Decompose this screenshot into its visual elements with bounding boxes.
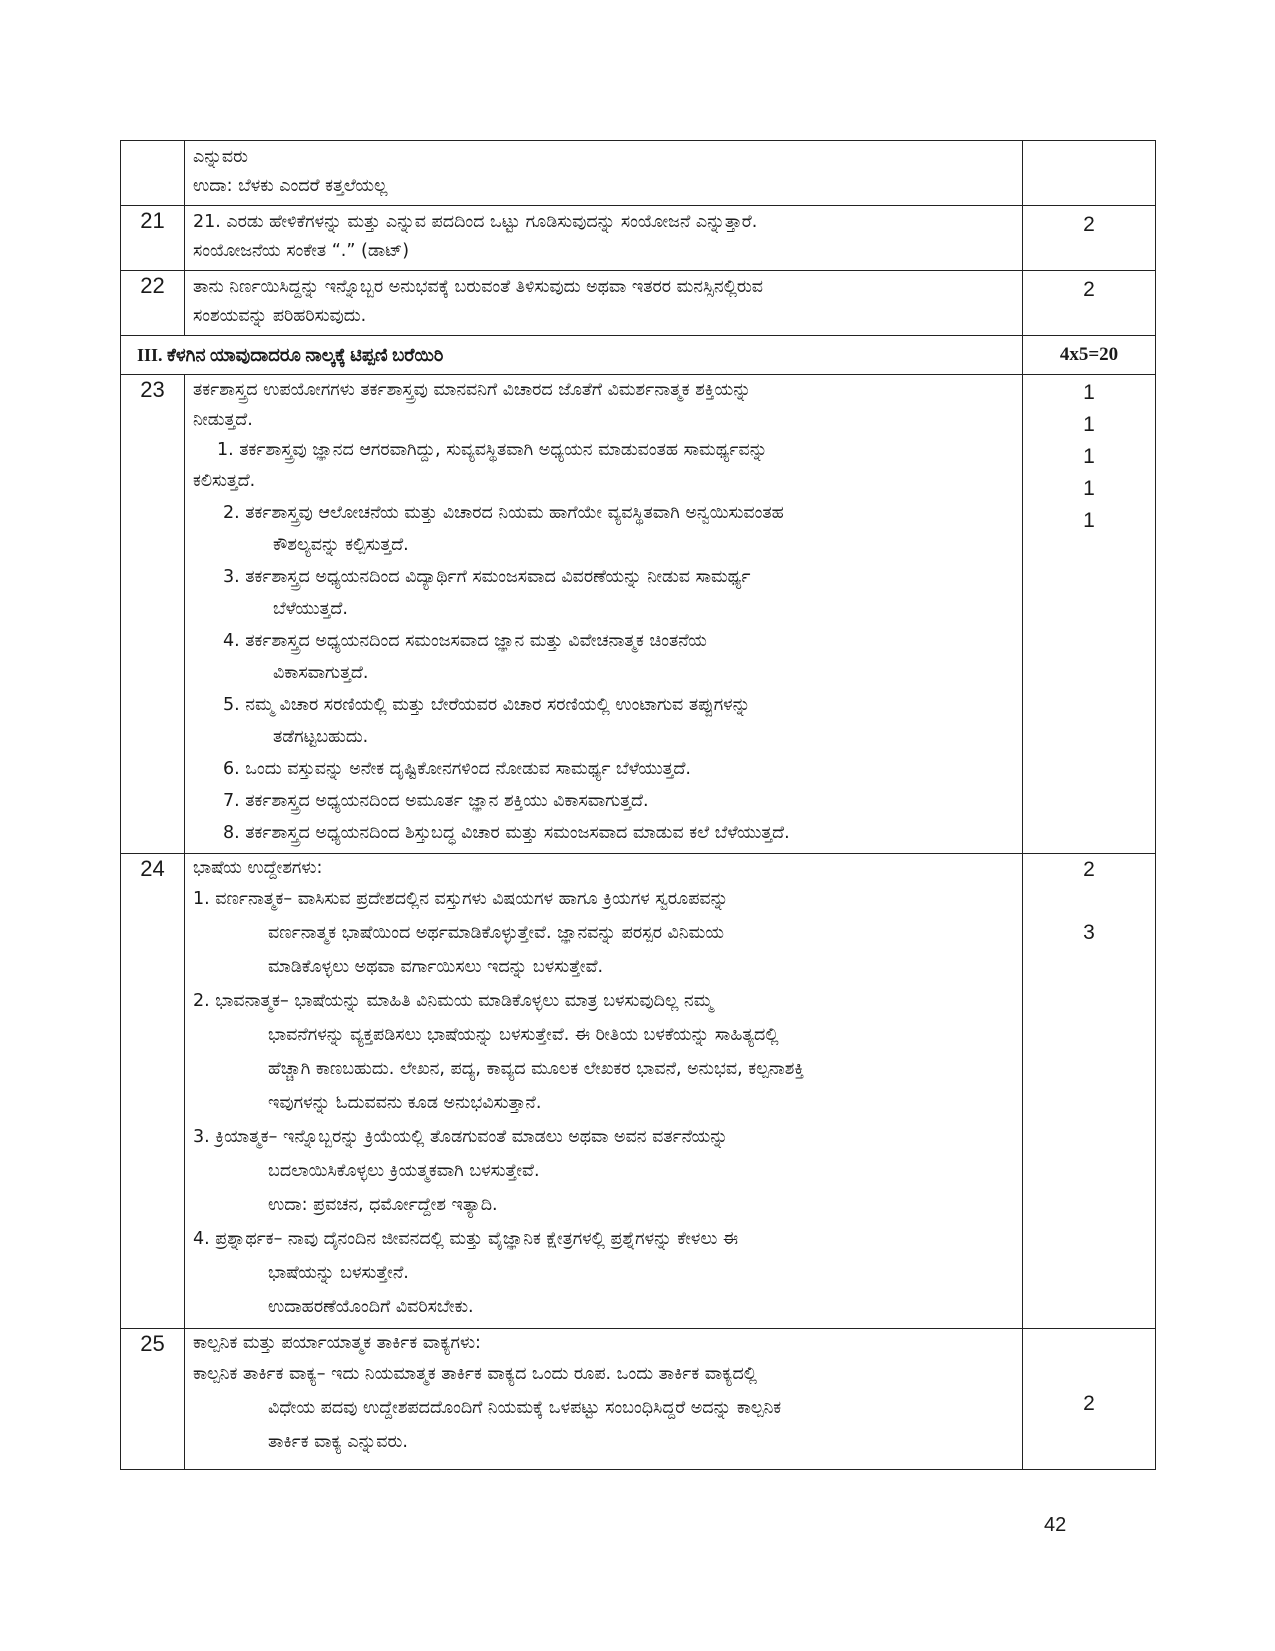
answer-line: ಹೆಚ್ಚಾಗಿ ಕಾಣಬಹುದು. ಲೇಖನ, ಪದ್ಯ, ಕಾವ್ಯದ ಮೂಲಕ ಲೇಖಕರ ಭಾವನೆ, ಅನುಭವ, ಕಲ್ಪನಾಶಕ್ತಿ <box>268 1059 805 1079</box>
answer-line: ಇವುಗಳನ್ನು ಓದುವವನು ಕೂಡ ಅನುಭವಿಸುತ್ತಾನೆ. <box>268 1093 542 1113</box>
answer-line: ತಾನು ನಿರ್ಣಯಿಸಿದ್ದನ್ನು ಇನ್ನೊಬ್ಬರ ಅನುಭವಕ್ಕೆ ಬರುವಂತೆ ತಿಳಿಸುವುದು ಅಥವಾ ಇತರರ ಮನಸ್ಸಿನಲ್ಲಿರುವ <box>193 277 763 297</box>
answer-line: ತಡೆಗಟ್ಟಬಹುದು. <box>273 727 369 747</box>
page-number: 42 <box>1044 1514 1067 1536</box>
answer-cell <box>185 1329 1023 1470</box>
answer-line: ಸಂಶಯವನ್ನು ಪರಿಹರಿಸುವುದು. <box>193 306 367 326</box>
marks-cell <box>1023 375 1156 854</box>
marks-cell <box>1023 854 1156 1329</box>
marks-value: 1 <box>1083 413 1095 436</box>
answer-cell <box>185 375 1023 854</box>
answer-cell <box>185 206 1023 271</box>
answer-line: 7. ತರ್ಕಶಾಸ್ತ್ರದ ಅಧ್ಯಯನದಿಂದ ಅಮೂರ್ತ ಜ್ಞಾನ ಶಕ್ತಿಯು ವಿಕಾಸವಾಗುತ್ತದೆ. <box>223 791 649 811</box>
answer-line: ಉದಾಹರಣೆಯೊಂದಿಗೆ ವಿವರಿಸಬೇಕು. <box>268 1297 474 1317</box>
table-row <box>121 375 1156 854</box>
section-header-row <box>121 336 1156 375</box>
table-row <box>121 206 1156 271</box>
answer-line: 1. ವರ್ಣನಾತ್ಮಕ– ವಾಸಿಸುವ ಪ್ರದೇಶದಲ್ಲಿನ ವಸ್ತುಗಳು ವಿಷಯಗಳ ಹಾಗೂ ಕ್ರಿಯಗಳ ಸ್ವರೂಪವನ್ನು <box>193 889 729 909</box>
answer-key-table <box>120 140 1156 1470</box>
marks-value: 2 <box>1083 1392 1095 1415</box>
question-number: 22 <box>121 271 185 336</box>
answer-line: ಉದಾ: ಪ್ರವಚನ, ಧರ್ಮೋದ್ದೇಶ ಇತ್ಯಾದಿ. <box>268 1195 498 1215</box>
marks-value: 1 <box>1083 381 1095 404</box>
answer-line: 8. ತರ್ಕಶಾಸ್ತ್ರದ ಅಧ್ಯಯನದಿಂದ ಶಿಸ್ತುಬದ್ಧ ವಿಚಾರ ಮತ್ತು ಸಮಂಜಸವಾದ ಮಾಡುವ ಕಲೆ ಬೆಳೆಯುತ್ತದೆ. <box>223 823 790 843</box>
marks-value: 1 <box>1083 445 1095 468</box>
question-number <box>121 141 185 206</box>
answer-line: ತಾರ್ಕಿಕ ವಾಕ್ಯ ಎನ್ನುವರು. <box>268 1432 408 1452</box>
answer-line: 5. ನಮ್ಮ ವಿಚಾರ ಸರಣಿಯಲ್ಲಿ ಮತ್ತು ಬೇರೆಯವರ ವಿಚಾರ ಸರಣಿಯಲ್ಲಿ ಉಂಟಾಗುವ ತಪ್ಪುಗಳನ್ನು <box>223 695 751 715</box>
question-number: 24 <box>121 854 185 1329</box>
marks-value: 2 <box>1083 278 1095 301</box>
answer-line: ನೀಡುತ್ತದೆ. <box>193 410 253 430</box>
answer-line: 6. ಒಂದು ವಸ್ತುವನ್ನು ಅನೇಕ ದೃಷ್ಟಿಕೋನಗಳಿಂದ ನೋಡುವ ಸಾಮರ್ಥ್ಯ ಬೆಳೆಯುತ್ತದೆ. <box>223 759 691 779</box>
answer-line: ವಿಕಾಸವಾಗುತ್ತದೆ. <box>273 663 369 683</box>
answer-line: ಭಾವನೆಗಳನ್ನು ವ್ಯಕ್ತಪಡಿಸಲು ಭಾಷೆಯನ್ನು ಬಳಸುತ್ತೇವೆ. ಈ ರೀತಿಯ ಬಳಕೆಯನ್ನು ಸಾಹಿತ್ಯದಲ್ಲಿ <box>268 1025 779 1045</box>
answer-line: ಭಾಷೆಯ ಉದ್ದೇಶಗಳು: <box>193 858 323 878</box>
marks-value: 1 <box>1083 477 1095 500</box>
question-number: 21 <box>121 206 185 271</box>
answer-line: ತರ್ಕಶಾಸ್ತ್ರದ ಉಪಯೋಗಗಳು ತರ್ಕಶಾಸ್ತ್ರವು ಮಾನವನಿಗೆ ವಿಚಾರದ ಜೊತೆಗೆ ವಿಮರ್ಶನಾತ್ಮಕ ಶಕ್ತಿಯನ್ನು <box>193 380 751 400</box>
answer-line: 21. ಎರಡು ಹೇಳಿಕೆಗಳನ್ನು ಮತ್ತು ಎನ್ನುವ ಪದದಿಂದ ಒಟ್ಟು ಗೂಡಿಸುವುದನ್ನು ಸಂಯೋಜನೆ ಎನ್ನುತ್ತಾರೆ. <box>193 212 758 232</box>
answer-line: ಕಾಲ್ಪನಿಕ ಮತ್ತು ಪರ್ಯಾಯಾತ್ಮಕ ತಾರ್ಕಿಕ ವಾಕ್ಯಗಳು: <box>193 1333 481 1353</box>
table-row <box>121 141 1156 206</box>
section-marks: 4x5=20 <box>1023 336 1156 375</box>
marks-cell <box>1023 271 1156 336</box>
answer-cell <box>185 271 1023 336</box>
answer-line: 4. ಪ್ರಶ್ನಾರ್ಥಕ– ನಾವು ದೈನಂದಿನ ಜೀವನದಲ್ಲಿ ಮತ್ತು ವೈಜ್ಞಾನಿಕ ಕ್ಷೇತ್ರಗಳಲ್ಲಿ ಪ್ರಶ್ನೆಗಳನ್ನು ಕೇಳಲು ಈ <box>193 1229 739 1249</box>
answer-line: 3. ಕ್ರಿಯಾತ್ಮಕ– ಇನ್ನೊಬ್ಬರನ್ನು ಕ್ರಿಯೆಯಲ್ಲಿ ತೊಡಗುವಂತೆ ಮಾಡಲು ಅಥವಾ ಅವನ ವರ್ತನೆಯನ್ನು <box>193 1127 728 1147</box>
question-number: 25 <box>121 1329 185 1470</box>
answer-line: ಕಲಿಸುತ್ತದೆ. <box>193 471 256 491</box>
answer-line: 3. ತರ್ಕಶಾಸ್ತ್ರದ ಅಧ್ಯಯನದಿಂದ ವಿದ್ಯಾರ್ಥಿಗೆ ಸಮಂಜಸವಾದ ವಿವರಣೆಯನ್ನು ನೀಡುವ ಸಾಮರ್ಥ್ಯ <box>223 567 751 587</box>
marks-value: 3 <box>1083 921 1095 944</box>
marks-value: 1 <box>1083 509 1095 532</box>
answer-cell <box>185 854 1023 1329</box>
answer-line: ಕೌಶಲ್ಯವನ್ನು ಕಲ್ಪಿಸುತ್ತದೆ. <box>273 535 409 555</box>
answer-line: ಉದಾ: ಬೆಳಕು ಎಂದರೆ ಕತ್ತಲೆಯಲ್ಲ <box>193 176 388 196</box>
table-row <box>121 271 1156 336</box>
answer-line: ಭಾಷೆಯನ್ನು ಬಳಸುತ್ತೇನೆ. <box>268 1263 409 1283</box>
answer-line: ಮಾಡಿಕೊಳ್ಳಲು ಅಥವಾ ವರ್ಗಾಯಿಸಲು ಇದನ್ನು ಬಳಸುತ್ತೇವೆ. <box>268 957 604 977</box>
answer-line: ವರ್ಣನಾತ್ಮಕ ಭಾಷೆಯಿಂದ ಅರ್ಥಮಾಡಿಕೊಳ್ಳುತ್ತೇವೆ. ಜ್ಞಾನವನ್ನು ಪರಸ್ಪರ ವಿನಿಮಯ <box>268 923 724 943</box>
table-row <box>121 854 1156 1329</box>
section-title: III. ಕೆಳಗಿನ ಯಾವುದಾದರೂ ನಾಲ್ಕಕ್ಕೆ ಟಿಪ್ಪಣಿ ಬರೆಯಿರಿ <box>121 336 1023 375</box>
answer-line: ಎನ್ನುವರು <box>193 147 248 167</box>
marks-cell <box>1023 141 1156 206</box>
marks-value: 2 <box>1083 213 1095 236</box>
answer-line: 1. ತರ್ಕಶಾಸ್ತ್ರವು ಜ್ಞಾನದ ಆಗರವಾಗಿದ್ದು, ಸುವ್ಯವಸ್ಥಿತವಾಗಿ ಅಧ್ಯಯನ ಮಾಡುವಂತಹ ಸಾಮರ್ಥ್ಯವನ್ನು <box>217 440 768 460</box>
table-row <box>121 1329 1156 1470</box>
answer-line: ಕಾಲ್ಪನಿಕ ತಾರ್ಕಿಕ ವಾಕ್ಯ– ಇದು ನಿಯಮಾತ್ಮಕ ತಾರ್ಕಿಕ ವಾಕ್ಯದ ಒಂದು ರೂಪ. ಒಂದು ತಾರ್ಕಿಕ ವಾಕ್ಯದಲ್ಲಿ <box>193 1364 758 1384</box>
answer-line: 2. ತರ್ಕಶಾಸ್ತ್ರವು ಆಲೋಚನೆಯ ಮತ್ತು ವಿಚಾರದ ನಿಯಮ ಹಾಗೆಯೇ ವ್ಯವಸ್ಥಿತವಾಗಿ ಅನ್ವಯಿಸುವಂತಹ <box>223 503 784 523</box>
answer-line: 4. ತರ್ಕಶಾಸ್ತ್ರದ ಅಧ್ಯಯನದಿಂದ ಸಮಂಜಸವಾದ ಜ್ಞಾನ ಮತ್ತು ವಿವೇಚನಾತ್ಮಕ ಚಿಂತನೆಯ <box>223 631 707 651</box>
marks-cell <box>1023 1329 1156 1470</box>
answer-line: ಸಂಯೋಜನೆಯ ಸಂಕೇತ “.” (ಡಾಟ್) <box>193 241 410 261</box>
marks-value: 2 <box>1083 858 1095 881</box>
answer-cell <box>185 141 1023 206</box>
answer-line: ವಿಧೇಯ ಪದವು ಉದ್ದೇಶಪದದೊಂದಿಗೆ ನಿಯಮಕ್ಕೆ ಒಳಪಟ್ಟು ಸಂಬಂಧಿಸಿದ್ದರೆ ಅದನ್ನು ಕಾಲ್ಪನಿಕ <box>268 1398 782 1418</box>
answer-line: ಬದಲಾಯಿಸಿಕೊಳ್ಳಲು ಕ್ರಿಯತ್ಮಕವಾಗಿ ಬಳಸುತ್ತೇವೆ. <box>268 1161 540 1181</box>
answer-line: 2. ಭಾವನಾತ್ಮಕ– ಭಾಷೆಯನ್ನು ಮಾಹಿತಿ ವಿನಿಮಯ ಮಾಡಿಕೊಳ್ಳಲು ಮಾತ್ರ ಬಳಸುವುದಿಲ್ಲ ನಮ್ಮ <box>193 991 713 1011</box>
answer-line: ಬೆಳೆಯುತ್ತದೆ. <box>273 599 348 619</box>
question-number: 23 <box>121 375 185 854</box>
marks-cell <box>1023 206 1156 271</box>
